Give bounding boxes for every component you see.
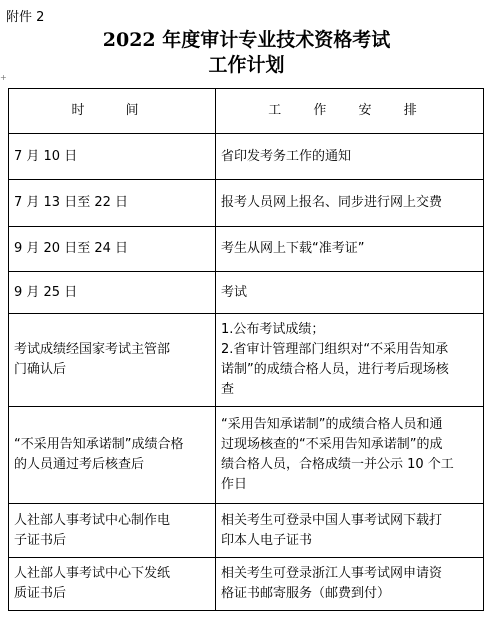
cell-line: 格证书邮寄服务（邮费到付） bbox=[221, 586, 391, 601]
attachment-label: 附件 2 bbox=[6, 10, 45, 25]
time-cell bbox=[9, 272, 216, 314]
cell-line: 子证书后 bbox=[14, 532, 67, 548]
cell-line: 相关考生可登录中国人事考试网下载打 bbox=[221, 512, 443, 528]
cell-line: 过现场核查的“不采用告知承诺制”的成 bbox=[221, 437, 443, 452]
cell-line: 7 月 10 日 bbox=[14, 148, 78, 164]
time-cell bbox=[9, 227, 216, 272]
cell-line: 质证书后 bbox=[14, 586, 67, 601]
cell-line: “采用告知承诺制”的成绩合格人员和通 bbox=[221, 417, 443, 432]
time-cell bbox=[9, 180, 216, 227]
table-row bbox=[9, 134, 484, 180]
cell-line: 考生从网上下载“准考证” bbox=[221, 241, 365, 256]
task-cell bbox=[216, 504, 484, 558]
header-task: 工 作 安 排 bbox=[216, 89, 484, 134]
table-row bbox=[9, 314, 484, 407]
cell-line: 报考人员网上报名、同步进行网上交费 bbox=[221, 195, 443, 210]
cell-line: 7 月 13 日至 22 日 bbox=[14, 195, 129, 210]
cell-line: 诺制”的成绩合格人员，进行考后现场核 bbox=[221, 362, 449, 377]
cell-line: 查 bbox=[221, 382, 235, 397]
time-cell bbox=[9, 504, 216, 558]
task-cell bbox=[216, 134, 484, 180]
table-row bbox=[9, 227, 484, 272]
time-cell bbox=[9, 134, 216, 180]
cell-line: 相关考生可登录浙江人事考试网申请资 bbox=[221, 566, 443, 581]
table-header-row bbox=[9, 89, 484, 134]
cell-line: 人社部人事考试中心下发纸 bbox=[14, 566, 171, 581]
cell-line: 考试成绩经国家考试主管部 bbox=[14, 342, 171, 357]
table-row bbox=[9, 407, 484, 504]
table-row bbox=[9, 180, 484, 227]
table-row bbox=[9, 504, 484, 558]
table-anchor-icon: + bbox=[0, 73, 7, 82]
cell-line: 绩合格人员，合格成绩一并公示 10 个工 bbox=[221, 457, 454, 472]
header-time: 时 间 bbox=[9, 89, 216, 134]
cell-line: 的人员通过考后核查后 bbox=[14, 457, 145, 472]
cell-line: 印本人电子证书 bbox=[221, 532, 313, 548]
time-cell bbox=[9, 314, 216, 407]
cell-line: 作日 bbox=[221, 477, 248, 492]
time-cell bbox=[9, 558, 216, 611]
table-row bbox=[9, 272, 484, 314]
cell-line: 人社部人事考试中心制作电 bbox=[14, 512, 171, 528]
cell-line: 9 月 25 日 bbox=[14, 284, 78, 300]
cell-line: “不采用告知承诺制”成绩合格 bbox=[14, 437, 184, 452]
task-cell bbox=[216, 558, 484, 611]
cell-line: 2.省审计管理部门组织对“不采用告知承 bbox=[221, 342, 449, 357]
cell-line: 9 月 20 日至 24 日 bbox=[14, 241, 129, 256]
task-cell bbox=[216, 227, 484, 272]
document-subtitle: 工作计划 bbox=[208, 54, 285, 76]
task-cell bbox=[216, 314, 484, 407]
document-title: 2022 年度审计专业技术资格考试 bbox=[102, 29, 391, 51]
cell-line: 考试 bbox=[221, 284, 248, 300]
task-cell bbox=[216, 407, 484, 504]
time-cell bbox=[9, 407, 216, 504]
cell-line: 门确认后 bbox=[14, 362, 67, 377]
cell-line: 1.公布考试成绩； bbox=[221, 322, 325, 337]
table-row bbox=[9, 558, 484, 611]
schedule-table bbox=[8, 88, 484, 611]
task-cell bbox=[216, 180, 484, 227]
task-cell bbox=[216, 272, 484, 314]
cell-line: 省印发考务工作的通知 bbox=[221, 148, 352, 164]
